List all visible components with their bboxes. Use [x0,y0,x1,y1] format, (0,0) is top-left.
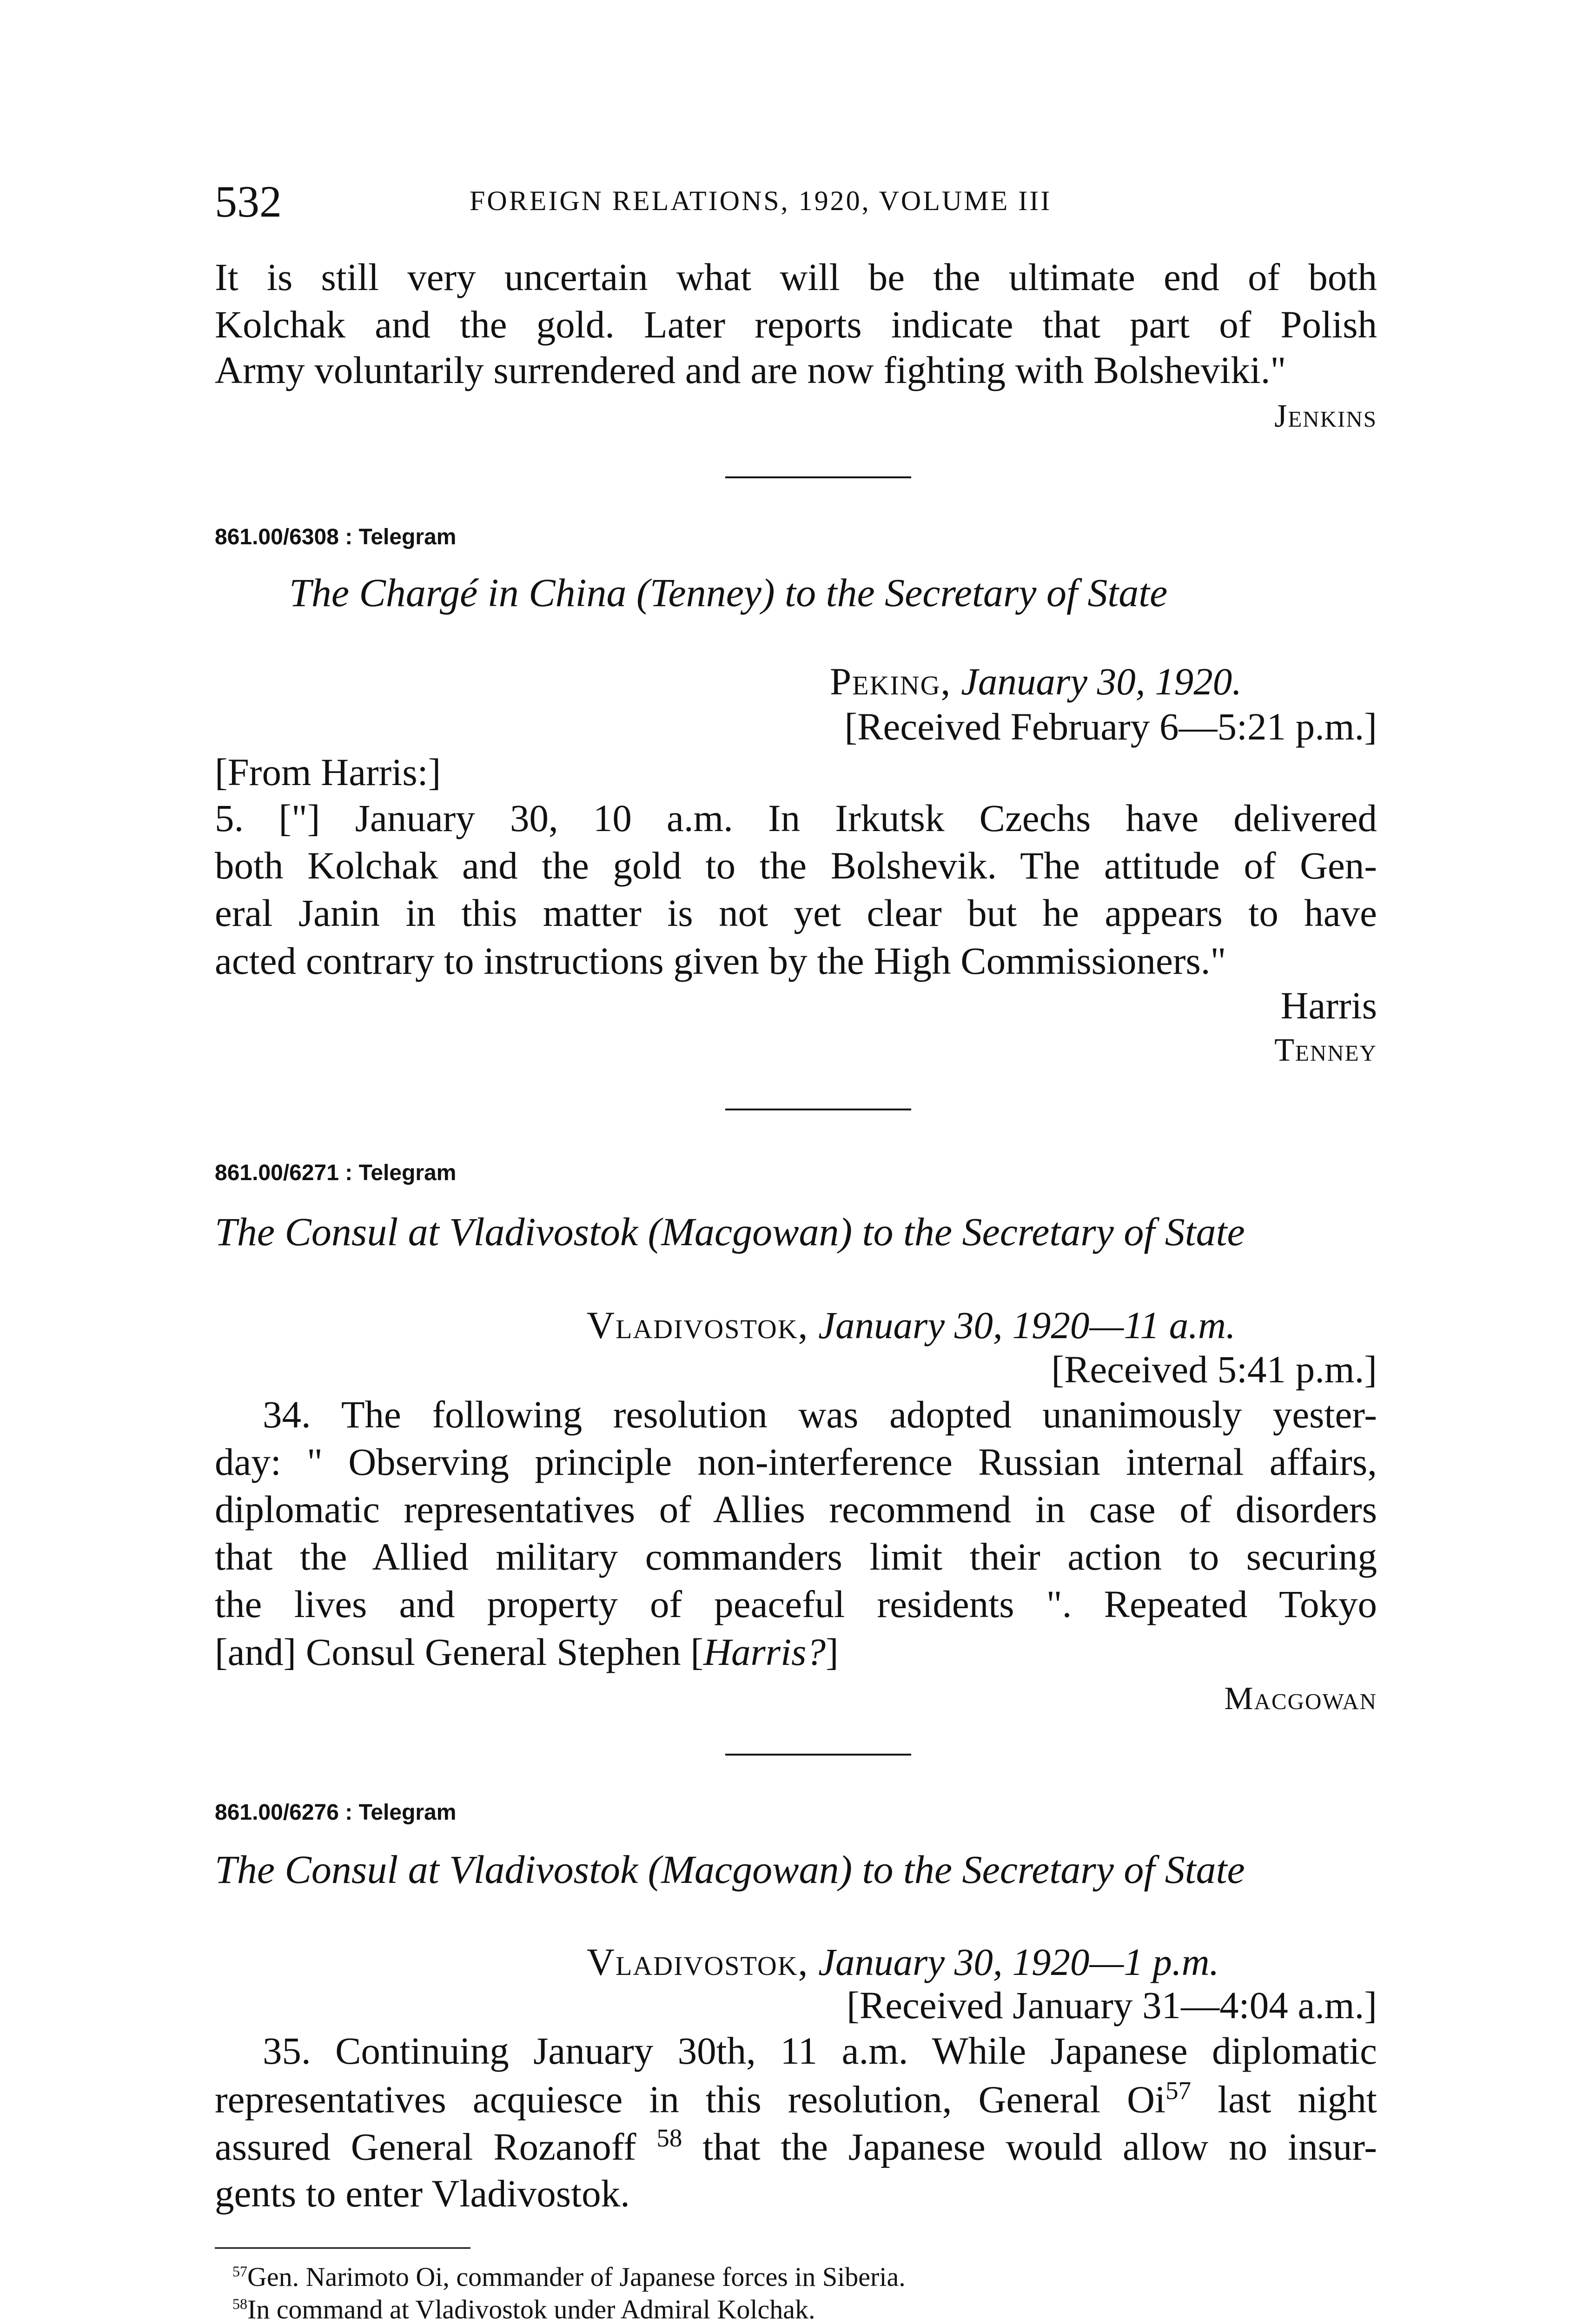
dateline-date: January 30, 1920—1 p.m. [818,1941,1219,1983]
dateline-place: Vladivostok, [587,1941,809,1983]
text-line: 5. ["] January 30, 10 a.m. In Irkutsk Czechs have delivered [215,797,1377,839]
dateline-date: January 30, 1920—11 a.m. [818,1304,1236,1347]
received-line: [Received 5:41 p.m.] [1051,1348,1377,1391]
text-line: 35. Continuing January 30th, 11 a.m. While Japanese diplomatic [263,2029,1377,2072]
text-line: that the Allied military commanders limit their action to securing [215,1535,1377,1578]
dateline [587,1938,1219,1986]
footnote [232,2261,906,2292]
page-number: 532 [215,177,282,226]
text-line: diplomatic representatives of Allies recommend in case of disorders [215,1488,1377,1531]
footnote-ref: 57 [1165,2076,1192,2105]
text-line: acted contrary to instructions given by the High Commissioners." [215,939,1226,982]
footnote-text: Gen. Narimoto Oi, commander of Japanese forces in Siberia. [247,2262,906,2292]
text-line: the lives and property of peaceful residents ". Repeated Tokyo [215,1583,1377,1625]
footnote-divider [215,2247,470,2249]
file-number: 861.00/6276 : Telegram [215,1800,457,1825]
running-title: FOREIGN RELATIONS, 1920, VOLUME III [470,185,1052,216]
text-line [215,2123,1377,2169]
document-caption: The Consul at Vladivostok (Macgowan) to the Secretary of State [215,1209,1245,1254]
text-line: gents to enter Vladivostok. [215,2172,630,2215]
footnote [232,2294,815,2324]
text-segment: ] [825,1631,839,1673]
text-segment: last night [1218,2078,1377,2121]
received-line: [Received February 6—5:21 p.m.] [844,705,1377,748]
text-line: eral Janin in this matter is not yet clear but he appears to have [215,891,1377,934]
dateline-place: Vladivostok, [587,1304,809,1347]
signature: Harris [1280,984,1377,1027]
text-line [215,2076,1377,2122]
document-caption: The Consul at Vladivostok (Macgowan) to the Secretary of State [215,1847,1245,1892]
text-line: Army voluntarily surrendered and are now fighting with Bolsheviki." [215,349,1286,391]
text-segment: assured General Rozanoff [215,2125,636,2168]
section-divider [725,1109,911,1110]
document-caption: The Chargé in China (Tenney) to the Secretary of State [289,570,1168,615]
footnote-mark: 57 [232,2263,247,2280]
text-segment: that the Japanese would allow no insur- [702,2125,1377,2168]
text-segment: Harris? [703,1631,826,1673]
file-number: 861.00/6308 : Telegram [215,525,457,549]
signature: Jenkins [1274,398,1377,434]
from-line: [From Harris:] [215,751,441,793]
text-segment: representatives acquiesce in this resolution, General Oi [215,2078,1166,2121]
text-segment: [and] Consul General Stephen [ [215,1631,704,1673]
dateline [830,658,1242,705]
text-line: both Kolchak and the gold to the Bolshevik. The attitude of Gen- [215,844,1377,887]
file-number: 861.00/6271 : Telegram [215,1161,457,1185]
text-line: Kolchak and the gold. Later reports indicate that part of Polish [215,303,1377,346]
text-line: day: " Observing principle non-interference Russian internal affairs, [215,1440,1377,1483]
signature: Macgowan [1224,1681,1377,1717]
footnote-text: In command at Vladivostok under Admiral Kolchak. [247,2294,815,2324]
dateline [587,1301,1236,1349]
footnote-ref: 58 [656,2124,682,2152]
text-line: It is still very uncertain what will be the ultimate end of both [215,256,1377,298]
footnote-mark: 58 [232,2295,247,2312]
signature: Tenney [1274,1032,1377,1068]
dateline-date: January 30, 1920. [961,660,1242,703]
received-line: [Received January 31—4:04 a.m.] [847,1984,1377,2027]
text-line: 34. The following resolution was adopted unanimously yester- [263,1393,1377,1436]
dateline-place: Peking, [830,660,952,703]
text-line [215,1628,839,1676]
section-divider [725,476,911,478]
section-divider [725,1754,911,1756]
